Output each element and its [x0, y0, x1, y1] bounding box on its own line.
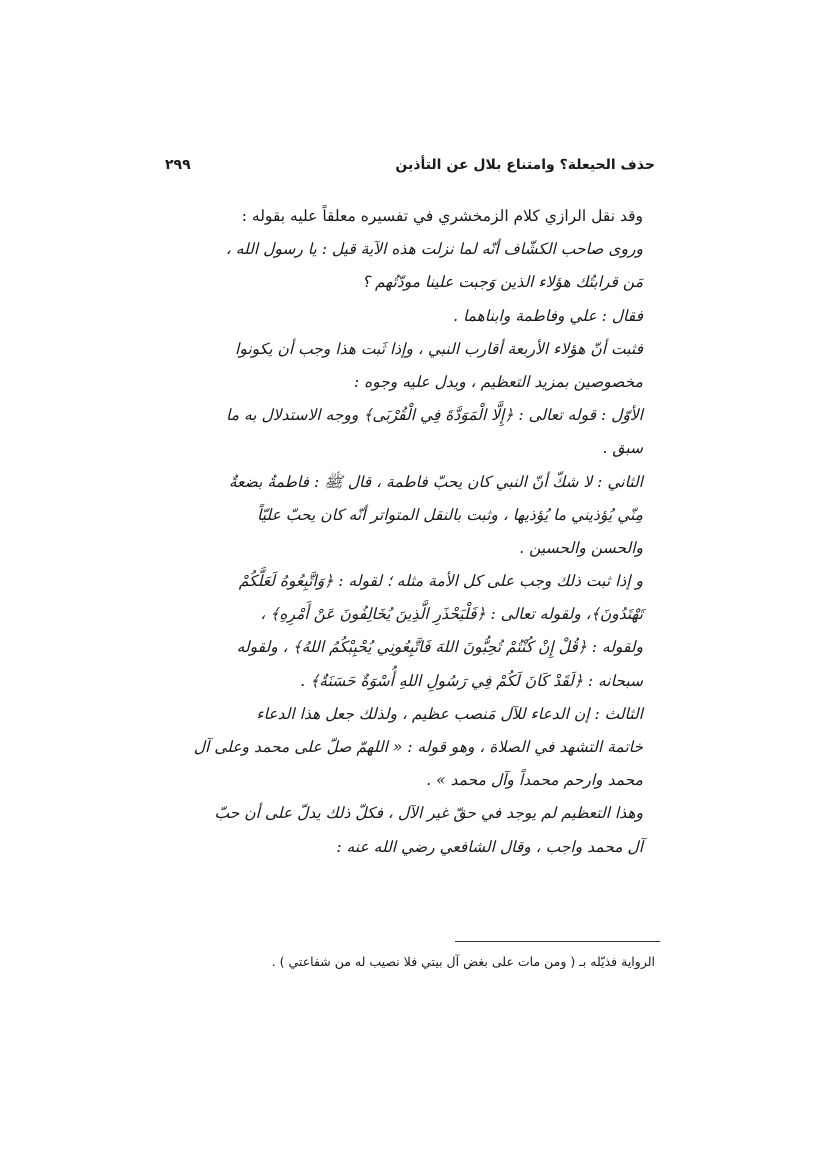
text-line: آل محمد واجب ، وقال الشافعي رضي الله عنه :: [336, 837, 643, 856]
text-line: محمد وارحم محمداً وآل محمد » .: [426, 771, 643, 790]
text-line: الثالث : إن الدعاء للآل مَنصب عظيم ، ولذلك جعل هذا الدعاء: [256, 704, 643, 723]
text-line: فثبت أنّ هؤلاء الأربعة أقارب النبي ، وإذا ثَبت هذا وجب أن يكونوا: [235, 339, 643, 358]
text-line: الثاني : لا شكّ أنّ النبي كان يحبّ فاطمة ، قال ﷺ : فاطمةُ بضعةٌ: [228, 472, 643, 491]
page-number: ٢٩٩: [165, 157, 191, 173]
text-line: وروى صاحب الكشّاف أنّه لما نزلت هذه الآية قيل : يا رسول الله ،: [225, 240, 643, 259]
text-line: سبحانه : ﴿لَقَدْ كَانَ لَكُمْ فِي رَسُولِ اللهِ أُسْوَةٌ حَسَنَةٌ﴾ .: [300, 671, 643, 690]
text-line: خاتمة التشهد في الصلاة ، وهو قوله : « اللهمّ صلّ على محمد وعلى آل: [193, 738, 643, 756]
footnote: الرواية فذيّله بـ ( ومن مات على بغض آل بيتي فلا نصيب له من شفاعتي ) .: [271, 954, 655, 969]
page-header: [165, 150, 655, 180]
text-line: مِنّي يُؤذيني ما يُؤذيها ، وثبت بالنقل المتواتر أنّه كان يحبّ عليّاً: [257, 505, 643, 524]
text-line: وهذا التعظيم لم يوجد في حقّ غير الآل ، فكلّ ذلك يدلّ على أن حبّ: [214, 804, 643, 823]
text-line: الأوّل : قوله تعالى : ﴿إِلَّا الْمَوَدَّةَ فِي الْقُرْبَى﴾ ووجه الاستدلال به ما: [226, 406, 643, 425]
text-line: والحسن والحسين .: [519, 538, 643, 557]
text-line: سبق .: [602, 439, 643, 458]
main-text: [165, 200, 655, 864]
footnote-separator: [455, 941, 660, 942]
text-line: مَن قرابتُك هؤلاء الذين وَجبت علينا مودّتُهم ؟: [361, 273, 643, 292]
running-title: حذف الحيعلة؟ وامتناع بلال عن التأذين: [395, 157, 655, 173]
intro-paragraph: وقد نقل الرازي كلام الزمخشري في تفسيره معلقاً عليه بقوله :: [241, 207, 643, 225]
text-line: و إذا ثبت ذلك وجب على كل الأمة مثله ؛ لقوله : ﴿وَاتَّبِعُوهُ لَعَلَّكُمْ: [238, 572, 643, 591]
text-line: تَهْتَدُونَ﴾، ولقوله تعالى : ﴿فَلْيَحْذَرِ الَّذِينَ يُخَالِفُونَ عَنْ أَمْرِهِ﴾ ،: [260, 605, 643, 624]
text-line: فقال : علي وفاطمة وابناهما .: [453, 306, 643, 325]
text-line: مخصوصين بمزيد التعظيم ، ويدل عليه وجوه :: [353, 372, 643, 391]
text-line: ولقوله : ﴿قُلْ إِنْ كُنْتُمْ تُحِبُّونَ اللهَ فَاتَّبِعُونِي يُحْبِبْكُمُ اللهُ﴾ ، ولقوله: [236, 638, 643, 657]
